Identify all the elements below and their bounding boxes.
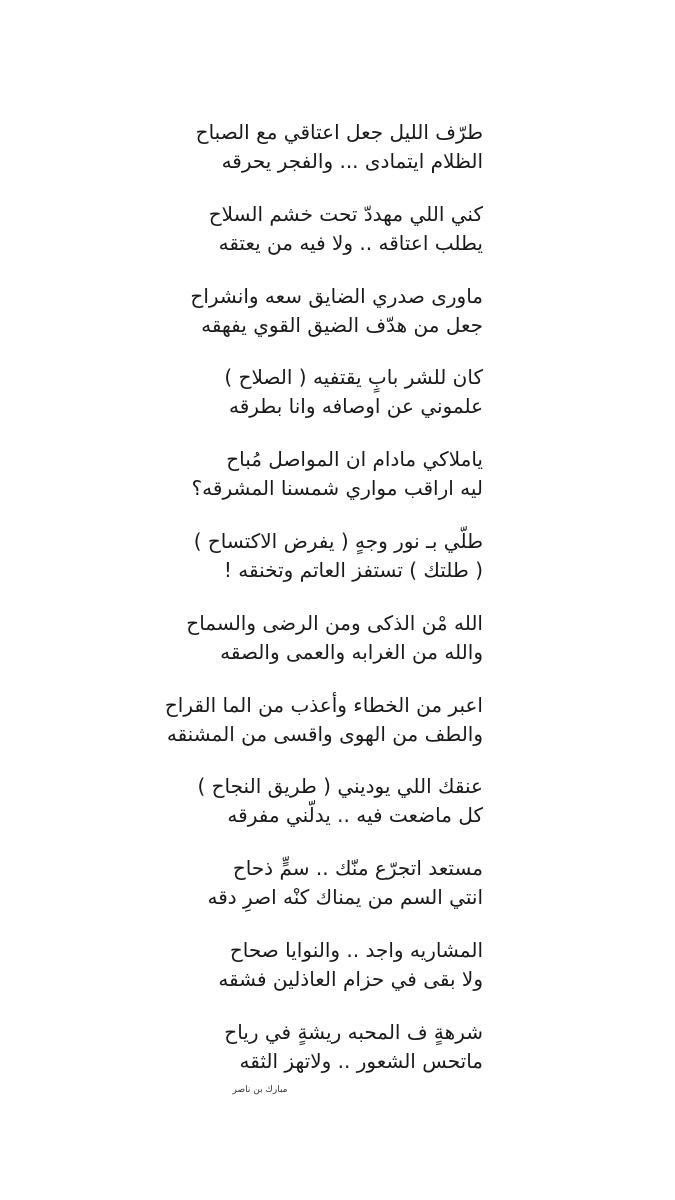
verse-line: المشاريه واجد .. والنوايا صحاح (229, 937, 483, 962)
verse-line: ولا بقى في حزام العاذلين فشقه (218, 966, 483, 991)
verse-line: كني اللي مهددّ تحت خشم السلاح (208, 201, 483, 226)
verse-line: جعل من هدّف الضيق القوي يفهقه (201, 312, 483, 337)
verse-line: ( طلتك ) تستفز العاتم وتخنقه ! (223, 557, 483, 582)
verse-line: طرّف الليل جعل اعتاقي مع الصباح (195, 120, 483, 144)
stanza (183, 854, 483, 936)
verse-line: الظلام ايتمادى ... والفجر يحرقه (221, 149, 483, 173)
stanza (183, 282, 483, 364)
verse-line: اعبر من الخطاء وأعذب من الما القراح (164, 692, 483, 717)
stanza (183, 772, 483, 854)
verse-line: ياملاكي مادام ان المواصل مُباح (226, 447, 483, 472)
verse-line: عنقك اللي يوديني ( طريق النجاح ) (197, 774, 483, 799)
poem (0, 118, 675, 1100)
verse-line: طلّي بـ نور وجهٍ ( يفرض الاكتساح ) (193, 528, 483, 553)
stanza (183, 445, 483, 527)
verse-line: والطف من الهوى واقسى من المشنقه (166, 721, 483, 746)
verse-line: الله مْن الذكى ومن الرضى والسماح (186, 610, 483, 635)
stanza (183, 609, 483, 691)
stanza (183, 200, 483, 282)
verse-line: والله من الغرابه والعمى والصقه (220, 639, 483, 664)
verse-line: كل ماضعت فيه .. يدلّني مفرقه (227, 803, 483, 828)
verse-line: علموني عن اوصافه وانا بطرقه (228, 394, 483, 419)
stanza (183, 936, 483, 1018)
poet-signature: مبارك بن ناصر (232, 1085, 288, 1095)
verse-line: مستعد اتجرّع منّك .. سمٍّ ذحاح (232, 856, 483, 881)
stanza (183, 527, 483, 609)
verse-line: يطلب اعتاقه .. ولا فيه من يعتقه (218, 230, 483, 255)
verse-line: انتي السم من يمناك كنْه اصرِ دقه (207, 885, 483, 910)
verse-line: ماورى صدري الضايق سعه وانشراح (190, 283, 483, 308)
verse-line: ليه اراقب مواري شمسنا المشرقه؟ (191, 476, 483, 501)
verse-line: شرهةٍ ف المحبه ريشةٍ في رياح (224, 1019, 483, 1044)
verse-line: ماتحس الشعور .. ولاتهز الثقه (239, 1048, 483, 1073)
stanza (164, 691, 483, 773)
verse-line: كان للشر بابٍ يقتفيه ( الصلاح ) (224, 365, 483, 390)
stanza (183, 363, 483, 445)
stanza (183, 118, 483, 200)
